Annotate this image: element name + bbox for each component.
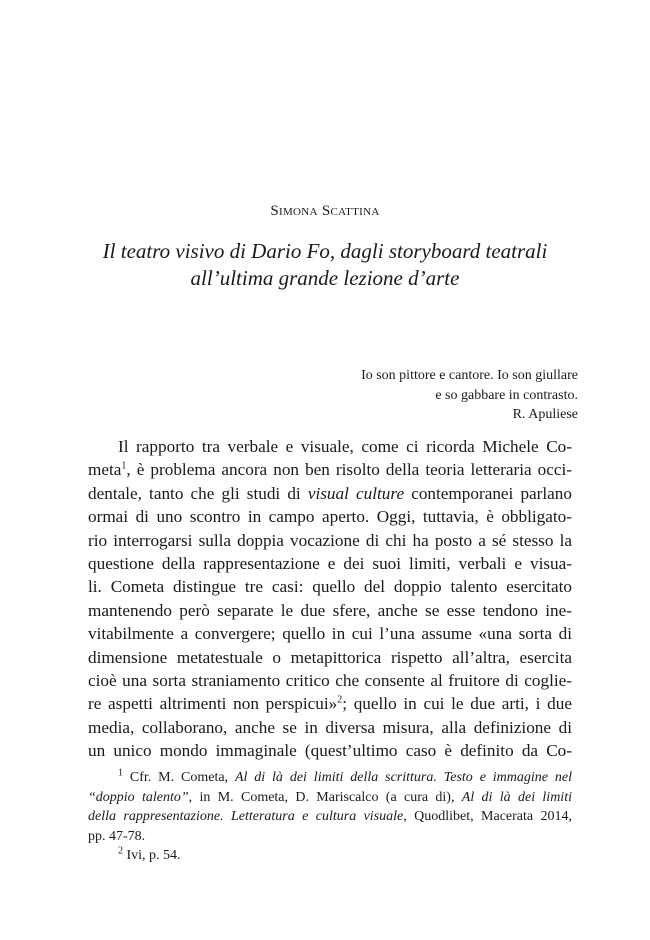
text-line: ormai di uno scontro in campo aperto. Oggi, tuttavia, è obbligato- bbox=[88, 507, 572, 527]
text-fragment: contemporanei parlano bbox=[404, 483, 572, 503]
text-line: media, collaborano, anche se in diversa misura, alla definizione di bbox=[88, 717, 572, 737]
body-paragraph bbox=[88, 435, 572, 763]
text-fragment: Ivi, p. 54. bbox=[123, 848, 181, 863]
footnote-line bbox=[88, 768, 572, 788]
italic-title: Al di là dei limiti bbox=[461, 789, 572, 805]
text-line: li. Cometa distingue tre casi: quello del doppio talento esercitato bbox=[88, 577, 572, 597]
text-line: questione della rappresentazione e dei suoi limiti, verbali e visua- bbox=[88, 554, 572, 574]
footnote-line bbox=[88, 846, 572, 866]
epigraph bbox=[278, 366, 578, 425]
text-fragment: , Quodlibet, Macerata 2014, bbox=[403, 809, 572, 824]
footnote-ref[interactable]: 2 bbox=[337, 694, 343, 706]
title-line: Il teatro visivo di Dario Fo, dagli storyboard teatrali bbox=[102, 239, 548, 263]
text-line: vitabilmente a convergere; quello in cui l’una assume «una sorta di bbox=[88, 624, 572, 644]
italic-title: Al di là dei limiti della scrittura. Testo e immagine nel bbox=[234, 770, 572, 785]
epigraph-line: Io son pittore e cantore. Io son giullare bbox=[361, 368, 578, 383]
footnote-line bbox=[88, 788, 572, 808]
text-fragment: meta bbox=[88, 460, 122, 480]
text-line: un unico mondo immaginale (quest’ultimo caso è definito da Co- bbox=[88, 741, 572, 761]
text-line bbox=[88, 458, 572, 481]
footnote-number: 2 bbox=[118, 845, 123, 857]
text-line: cioè una sorta straniamento critico che consente al fruitore di coglie- bbox=[88, 671, 572, 691]
epigraph-line: e so gabbare in contrasto. bbox=[435, 387, 578, 403]
italic-title: della rappresentazione. Letteratura e cultura visuale bbox=[88, 809, 404, 824]
footnote-line bbox=[88, 807, 572, 827]
footnote-number: 1 bbox=[118, 767, 123, 779]
text-line: mantenendo però separate le due sfere, anche se esse tendono ine- bbox=[88, 600, 572, 620]
epigraph-attribution: R. Apuliese bbox=[512, 407, 578, 422]
text-line bbox=[88, 692, 572, 715]
footnote-line: pp. 47-78. bbox=[88, 828, 146, 844]
text-line bbox=[88, 482, 572, 505]
author-name: Simona Scattina bbox=[270, 203, 380, 219]
text-line: dimensione metatestuale o metapittorica rispetto all’altra, esercita bbox=[88, 647, 572, 667]
text-fragment: , in M. Cometa, D. Mariscalco (a cura di), bbox=[188, 789, 462, 805]
text-line: Il rapporto tra verbale e visuale, come ci ricorda Michele Co- bbox=[118, 437, 572, 456]
text-fragment: re aspetti altrimenti non perspicui» bbox=[88, 694, 338, 714]
italic-title: “doppio talento” bbox=[88, 789, 189, 805]
text-fragment: , è problema ancora non ben risolto della teoria letteraria occi- bbox=[126, 460, 572, 480]
title-line: all’ultima grande lezione d’arte bbox=[190, 266, 460, 290]
text-fragment: dentale, tanto che gli studi di bbox=[88, 483, 308, 503]
text-fragment: ; quello in cui le due arti, i due bbox=[342, 694, 572, 714]
footnote-ref[interactable]: 1 bbox=[121, 460, 127, 472]
essay-title bbox=[60, 238, 590, 292]
italic-term: visual culture bbox=[307, 483, 405, 503]
footnotes bbox=[88, 768, 572, 866]
text-fragment: Cfr. M. Cometa, bbox=[123, 770, 235, 785]
text-line: rio interrogarsi sulla doppia vocazione di chi ha posto a sé stesso la bbox=[88, 530, 572, 550]
